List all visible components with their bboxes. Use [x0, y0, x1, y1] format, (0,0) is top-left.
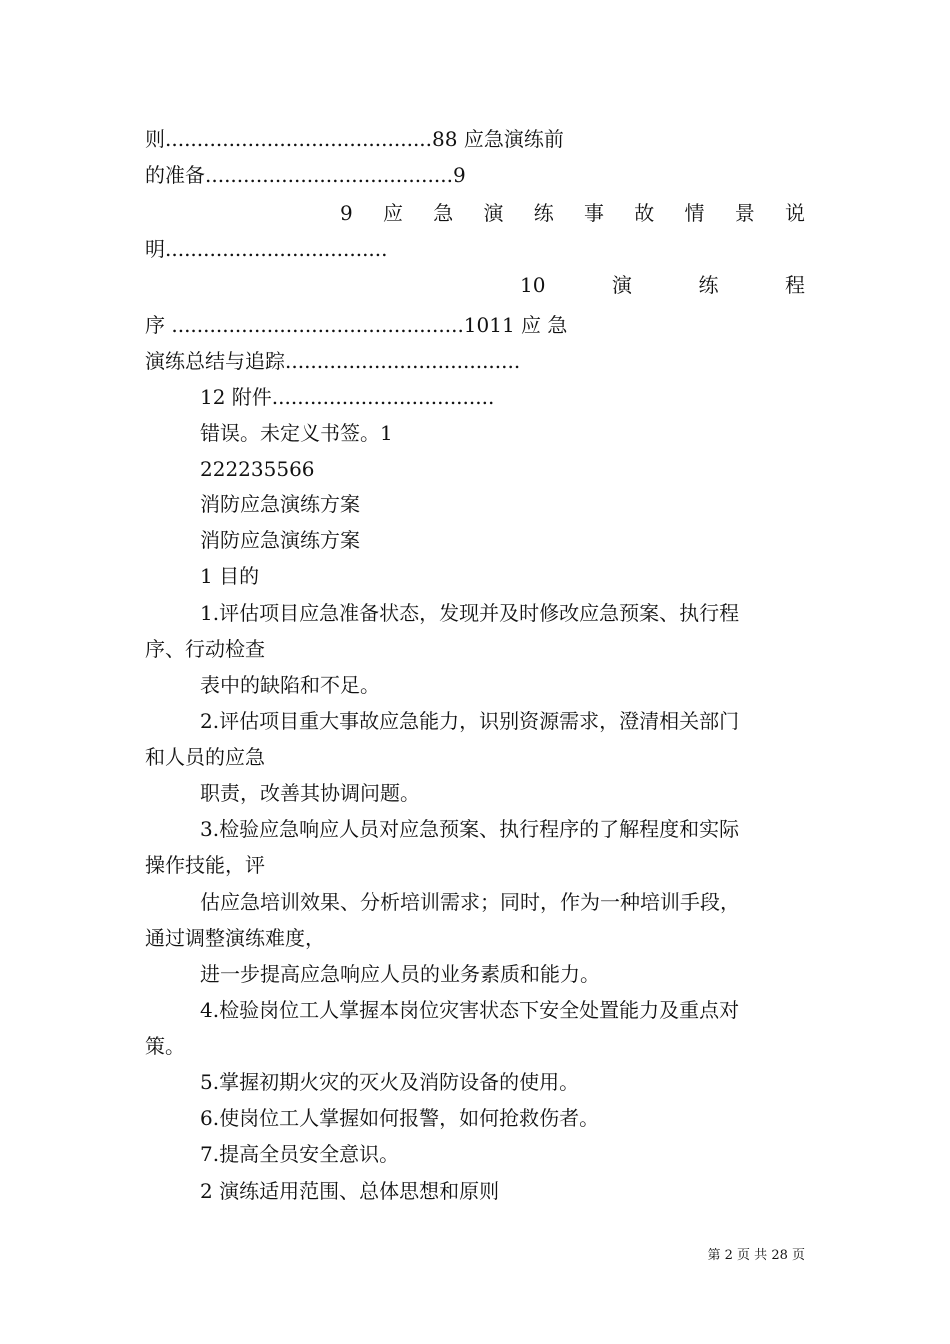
- toc-word: 情: [684, 201, 705, 225]
- toc-word: 练: [533, 201, 554, 225]
- toc-word: 演: [483, 201, 504, 225]
- paragraph-line: 通过调整演练难度，: [145, 926, 325, 950]
- paragraph-line: 估应急培训效果、分析培训需求；同时，作为一种培训手段，: [200, 890, 740, 914]
- paragraph-line: 5.掌握初期火灾的灭火及消防设备的使用。: [200, 1070, 580, 1094]
- paragraph-line: 1.评估项目应急准备状态，发现并及时修改应急预案、执行程: [200, 601, 740, 625]
- toc-line: 则..........................................88 应急演练前: [145, 127, 564, 151]
- paragraph-line: 操作技能，评: [145, 853, 265, 877]
- paragraph-line: 和人员的应急: [145, 745, 265, 769]
- paragraph-line: 策。: [145, 1034, 185, 1058]
- toc-line: 222235566: [200, 457, 315, 481]
- toc-word: 说: [784, 201, 805, 225]
- paragraph-line: 序、行动检查: [145, 637, 265, 661]
- toc-word: 景: [734, 201, 755, 225]
- paragraph-line: 表中的缺陷和不足。: [200, 673, 380, 697]
- toc-line: 序 ..............................................1011 应 急: [145, 313, 568, 337]
- toc-line-spaced: [520, 272, 805, 298]
- toc-line: 明...................................: [145, 237, 388, 261]
- toc-line: 的准备.......................................9: [145, 163, 466, 187]
- toc-word: 事: [583, 201, 604, 225]
- toc-word: 9: [340, 201, 353, 225]
- paragraph-line: 2.评估项目重大事故应急能力，识别资源需求，澄清相关部门: [200, 709, 740, 733]
- toc-word: 故: [634, 201, 655, 225]
- paragraph-line: 7.提高全员安全意识。: [200, 1142, 400, 1166]
- doc-title: 消防应急演练方案: [200, 528, 360, 552]
- doc-title: 消防应急演练方案: [200, 492, 360, 516]
- toc-word: 程: [785, 273, 805, 297]
- toc-word: 练: [698, 273, 719, 297]
- toc-line: 12 附件...................................: [200, 385, 495, 409]
- paragraph-line: 职责，改善其协调问题。: [200, 781, 420, 805]
- toc-word: 演: [611, 273, 632, 297]
- paragraph-line: 3.检验应急响应人员对应急预案、执行程序的了解程度和实际: [200, 817, 740, 841]
- toc-word: 应: [382, 201, 403, 225]
- page-number: 第 2 页 共 28 页: [707, 1248, 805, 1263]
- paragraph-line: 6.使岗位工人掌握如何报警，如何抢救伤者。: [200, 1106, 600, 1130]
- paragraph-line: 进一步提高应急响应人员的业务素质和能力。: [200, 962, 600, 986]
- paragraph-line: 4.检验岗位工人掌握本岗位灾害状态下安全处置能力及重点对: [200, 998, 740, 1022]
- toc-word: 10: [520, 273, 546, 297]
- toc-line-spaced: [340, 200, 805, 226]
- section-heading: 2 演练适用范围、总体思想和原则: [200, 1179, 500, 1203]
- section-heading: 1 目的: [200, 564, 260, 588]
- toc-word: 急: [433, 201, 454, 225]
- toc-line: 演练总结与追踪.....................................: [145, 349, 521, 373]
- toc-line: 错误。未定义书签。1: [200, 421, 393, 445]
